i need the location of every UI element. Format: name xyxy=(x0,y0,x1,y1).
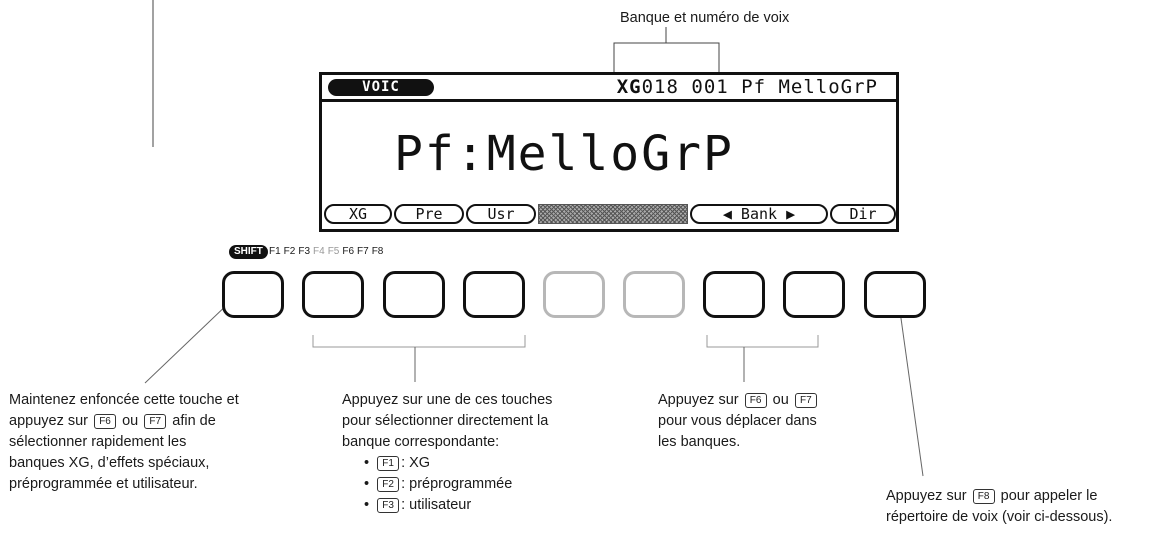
move-note-line: Appuyez sur F6 ou F7 xyxy=(658,390,898,411)
tab-dir[interactable]: Dir xyxy=(830,204,896,224)
f4-key xyxy=(543,271,605,318)
shift-note-line: appuyez sur F6 ou F7 afin de xyxy=(9,413,216,429)
move-note-line: les banques. xyxy=(658,434,741,450)
move-note-line: pour vous déplacer dans xyxy=(658,413,817,429)
shift-label: SHIFT xyxy=(229,245,268,259)
shift-leader xyxy=(145,300,232,383)
f3-key-ref: F3 xyxy=(377,498,399,513)
f2-key[interactable] xyxy=(383,271,445,318)
f6-key[interactable] xyxy=(703,271,765,318)
voice-short-name: Pf MelloGrP xyxy=(741,76,878,98)
f6-key-ref: F6 xyxy=(745,393,767,408)
f7-label: F7 xyxy=(357,246,369,257)
f7-key-ref: F7 xyxy=(144,414,166,429)
bank-select-note xyxy=(342,390,632,516)
bank-note-line: pour sélectionner directement la xyxy=(342,413,549,429)
f3-label: F3 xyxy=(298,246,311,257)
bank-list-item: • F1 : XG xyxy=(364,453,632,474)
lcd-header xyxy=(322,75,896,102)
f8-key[interactable] xyxy=(864,271,926,318)
bank-list-item: • F2 : préprogrammée xyxy=(364,474,632,495)
f6-key-ref: F6 xyxy=(94,414,116,429)
voice-info-line xyxy=(617,76,878,98)
f4-label: F4 xyxy=(313,246,325,257)
f8-label: F8 xyxy=(371,246,384,257)
f8-key-ref: F8 xyxy=(973,489,995,504)
dir-note-line: répertoire de voix (voir ci-dessous). xyxy=(886,509,1113,525)
mode-tag: VOIC xyxy=(328,79,434,96)
tab-bank[interactable]: ◀ Bank ▶ xyxy=(690,204,828,224)
f3-key[interactable] xyxy=(463,271,525,318)
shift-note-line: préprogrammée et utilisateur. xyxy=(9,476,198,492)
bank-note-line: Appuyez sur une de ces touches xyxy=(342,392,553,408)
bank-list-item: • F3 : utilisateur xyxy=(364,495,632,516)
f6-label: F6 xyxy=(342,246,355,257)
shift-note xyxy=(9,390,309,495)
f2-label: F2 xyxy=(283,246,296,257)
shift-note-line: Maintenez enfoncée cette touche et xyxy=(9,392,239,408)
xg-mark: XG xyxy=(616,76,642,98)
lcd-tab-bar xyxy=(324,204,894,226)
lcd-screen xyxy=(319,72,899,232)
tab-pre[interactable]: Pre xyxy=(394,204,464,224)
f7-key[interactable] xyxy=(783,271,845,318)
bank-value: 018 xyxy=(641,76,679,98)
f5-key xyxy=(623,271,685,318)
f1-key[interactable] xyxy=(302,271,364,318)
tab-xg[interactable]: XG xyxy=(324,204,392,224)
f5-label: F5 xyxy=(327,246,340,257)
tab-empty-fill xyxy=(538,204,688,224)
voice-large-name: Pf:MelloGrP xyxy=(394,126,734,182)
dir-key-leader xyxy=(899,304,923,476)
function-key-labels xyxy=(269,245,386,259)
shift-key[interactable] xyxy=(222,271,284,318)
bank-list xyxy=(342,453,632,516)
voice-number: 001 xyxy=(691,76,729,98)
dir-note-line: Appuyez sur F8 pour appeler le xyxy=(886,488,1098,504)
bank-number-callout: Banque et numéro de voix xyxy=(620,10,790,26)
bank-note-line: banque correspondante: xyxy=(342,434,500,450)
move-keys-bracket xyxy=(707,335,818,347)
shift-note-line: banques XG, d’effets spéciaux, xyxy=(9,455,210,471)
directory-note xyxy=(886,486,1176,528)
f7-key-ref: F7 xyxy=(795,393,817,408)
bank-keys-bracket xyxy=(313,335,525,347)
f2-key-ref: F2 xyxy=(377,477,399,492)
f1-key-ref: F1 xyxy=(377,456,399,471)
f1-label: F1 xyxy=(269,246,281,257)
bank-move-note xyxy=(658,390,898,453)
shift-note-line: sélectionner rapidement les xyxy=(9,434,187,450)
tab-usr[interactable]: Usr xyxy=(466,204,536,224)
